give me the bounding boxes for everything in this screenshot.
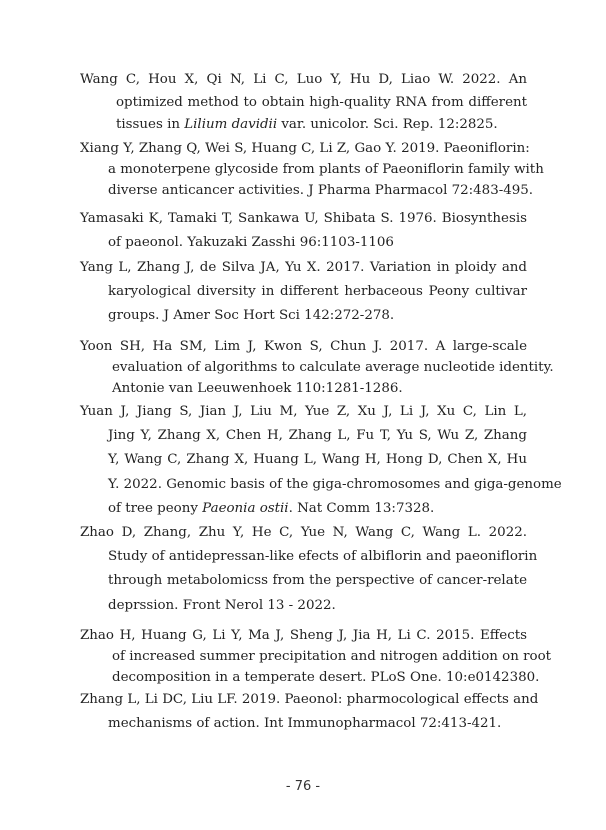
reference-line: karyological diversity in different herbaceous Peony cultivar (108, 284, 527, 300)
reference-line: Xiang Y, Zhang Q, Wei S, Huang C, Li Z, Gao Y. 2019. Paeoniflorin: (80, 141, 530, 156)
reference-line: optimized method to obtain high-quality RNA from different (116, 94, 527, 110)
reference-line: deprssion. Front Nerol 13 - 2022. (108, 597, 336, 613)
reference-zhao-d-2022 (80, 521, 538, 618)
species-name: Lilium davidii (184, 117, 278, 132)
reference-line: groups. J Amer Soc Hort Sci 142:272-278. (108, 308, 395, 324)
reference-yuan-2022 (80, 400, 562, 521)
reference-line: through metabolomicss from the perspective of cancer-relate (108, 573, 527, 589)
reference-yamasaki-1976 (80, 207, 527, 254)
page-number: - 76 - (285, 779, 321, 794)
species-name: Paeonia ostii (202, 500, 289, 516)
reference-line: Study of antidepressan-like efects of albiflorin and paeoniflorin (108, 549, 538, 565)
reference-line: diverse anticancer activities. J Pharma Pharmacol 72:483-495. (108, 183, 534, 198)
reference-line: evaluation of algorithms to calculate average nucleotide identity. (112, 360, 554, 375)
reference-zhao-h-2015 (80, 625, 552, 688)
reference-line: Wang C, Hou X, Qi N, Li C, Luo Y, Hu D, Liao W. 2022. An (80, 72, 527, 87)
reference-line: Yuan J, Jiang S, Jian J, Liu M, Yue Z, Xu J, Li J, Xu C, Lin L, (80, 404, 527, 419)
reference-line: of paeonol. Yakuzaki Zasshi 96:1103-1106 (108, 234, 394, 250)
reference-xiang-2019 (80, 138, 544, 201)
reference-line: mechanisms of action. Int Immunopharmacol 72:413-421. (108, 716, 502, 732)
reference-line: Y, Wang C, Zhang X, Huang L, Wang H, Hong D, Chen X, Hu (108, 452, 527, 468)
reference-line: Jing Y, Zhang X, Chen H, Zhang L, Fu T, Yu S, Wu Z, Zhang (108, 428, 527, 444)
reference-line: Zhao H, Huang G, Li Y, Ma J, Sheng J, Jia H, Li C. 2015. Effects (80, 628, 527, 643)
reference-line: Antonie van Leeuwenhoek 110:1281-1286. (112, 381, 403, 396)
reference-line: Yang L, Zhang J, de Silva JA, Yu X. 2017. Variation in ploidy and (80, 260, 527, 275)
reference-wang-2022 (80, 69, 527, 137)
reference-line: Y. 2022. Genomic basis of the giga-chromosomes and giga-genome (108, 476, 562, 492)
reference-line: of tree peony Paeonia ostii. Nat Comm 13:7328. (108, 500, 435, 516)
reference-line: of increased summer precipitation and nitrogen addition on root (112, 649, 552, 664)
reference-line: Zhang L, Li DC, Liu LF. 2019. Paeonol: pharmocological effects and (80, 692, 539, 707)
reference-line: a monoterpene glycoside from plants of Paeoniflorin family with (108, 162, 544, 177)
reference-line: decomposition in a temperate desert. PLoS One. 10:e0142380. (112, 670, 540, 685)
reference-line: tissues in Lilium davidii var. unicolor. Sci. Rep. 12:2825. (116, 117, 498, 132)
reference-yoon-2017 (80, 336, 554, 399)
reference-line: Yoon SH, Ha SM, Lim J, Kwon S, Chun J. 2017. A large-scale (80, 339, 527, 354)
reference-line: Zhao D, Zhang, Zhu Y, He C, Yue N, Wang C, Wang L. 2022. (80, 525, 527, 540)
reference-line: Yamasaki K, Tamaki T, Sankawa U, Shibata S. 1976. Biosynthesis (80, 211, 527, 226)
reference-yang-2017 (80, 256, 527, 329)
reference-zhang-2019 (80, 688, 539, 736)
